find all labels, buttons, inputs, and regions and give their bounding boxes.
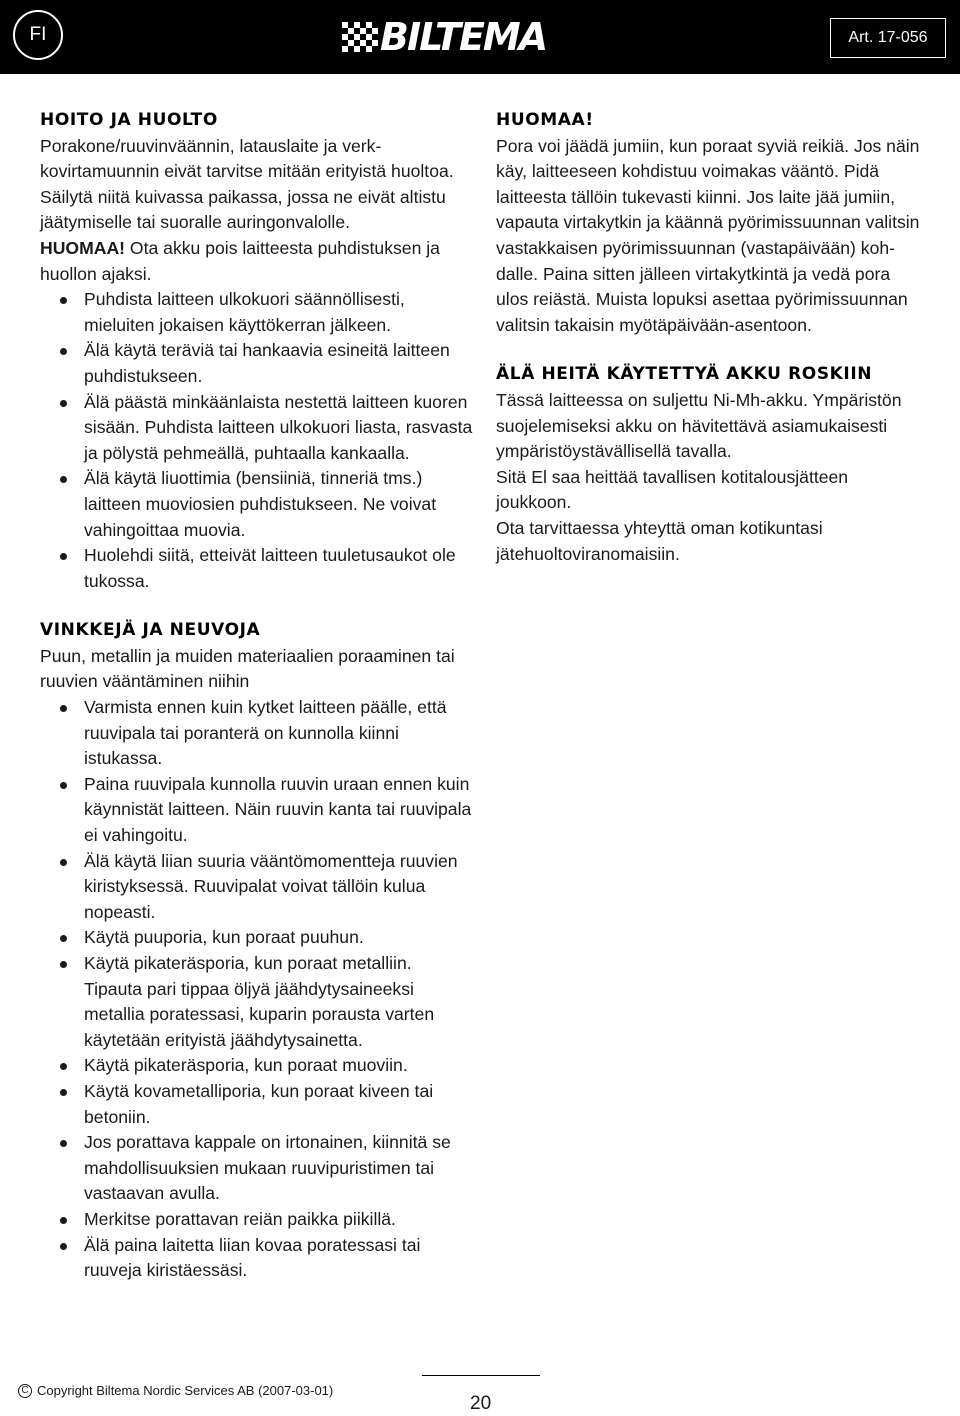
note-paragraph: Pora voi jäädä jumiin, kun poraat syviä reikiä. Jos näin käy, laitteeseen kohdistuu voimakas vääntö. Pidä laitteesta tällöin tukevasti kiinni. Jos laite jää jumiin, vapauta virtakytkin ja käännä pyörimissuunnan valitsin vastakkaisen pyörimissuunnan (vastapäivään) kohdalle. Paina sitten jälleen virtakytkintä ja vedä pora ulos reiästä. Muista lopuksi asettaa pyörimissuunnan valitsin takaisin myötäpäivään-asentoon. <box>496 135 920 335</box>
brand-name: BILTEMA <box>380 15 547 59</box>
section-heading-care: HOITO JA HUOLTO <box>40 110 218 130</box>
copyright-icon: C <box>18 1384 32 1398</box>
list-item: Käytä puuporia, kun poraat puuhun. <box>40 925 474 951</box>
left-column <box>40 108 474 1284</box>
article-number: Art. 17-056 <box>830 18 946 58</box>
checkered-flag-icon <box>342 22 378 52</box>
battery-contact: Ota tarvittaessa yhteyttä oman kotikuntasi jätehuoltoviranomaisiin. <box>496 517 823 564</box>
biltema-logo <box>342 16 622 58</box>
tips-intro: Puun, metallin ja muiden materiaalien poraaminen tai ruuvien vääntäminen niihin <box>40 645 455 692</box>
copyright-text: Copyright Biltema Nordic Services AB (2007-03-01) <box>37 1383 334 1398</box>
page-number: 20 <box>470 1393 492 1414</box>
list-item: Älä päästä minkäänlaista nestettä laitteen kuoren sisään. Puhdista laitteen ulkokuori liasta, rasvasta ja pölystä pehmeällä, puhtaalla kankaalla. <box>40 390 474 467</box>
care-note <box>40 236 474 287</box>
note-text: Ota akku pois laitteesta puhdistuksen ja huollon ajaksi. <box>40 237 440 284</box>
list-item: Jos porattava kappale on irtonainen, kiinnitä se mahdollisuuksien mukaan ruuvipuristimen tai vastaavan avulla. <box>40 1130 474 1207</box>
care-list <box>40 287 474 594</box>
footer-divider <box>422 1375 540 1376</box>
list-item: Merkitse porattavan reiän paikka piikillä. <box>40 1207 474 1233</box>
care-intro: Porakone/ruuvinväännin, latauslaite ja verkkovirtamuunnin eivät tarvitse mitään erityistä huoltoa. Säilytä niitä kuivassa paikassa, jossa ne eivät altistu jäätymiselle tai suoralle auringonvalolle. <box>40 135 454 233</box>
list-item: Huolehdi siitä, etteivät laitteen tuuletusaukot ole tukossa. <box>40 543 474 594</box>
list-item: Käytä pikateräsporia, kun poraat metalliin. Tipauta pari tippaa öljyä jäähdytysaineeksi metallia poratessasi, kuparin porausta varten käytetään erityistä jäähdytysainetta. <box>40 951 474 1053</box>
battery-paragraph: Tässä laitteessa on suljettu Ni-Mh-akku. Ympäristön suojelemiseksi akku on hävitettävä asiamukaisesti ympäristöystävällisellä tavalla. <box>496 389 902 462</box>
tips-list <box>40 695 474 1284</box>
language-badge: FI <box>13 10 63 60</box>
section-heading-battery: ÄLÄ HEITÄ KÄYTETTYÄ AKKU ROSKIIN <box>496 364 873 385</box>
section-heading-note: HUOMAA! <box>496 110 594 130</box>
list-item: Älä käytä liian suuria vääntömomentteja ruuvien kiristyksessä. Ruuvipalat voivat tällöin kulua nopeasti. <box>40 849 474 926</box>
list-item: Käytä pikateräsporia, kun poraat muoviin. <box>40 1053 474 1079</box>
list-item: Älä paina laitetta liian kovaa poratessasi tai ruuveja kiristäessäsi. <box>40 1233 474 1284</box>
list-item: Puhdista laitteen ulkokuori säännöllisesti, mieluiten jokaisen käyttökerran jälkeen. <box>40 287 474 338</box>
list-item: Varmista ennen kuin kytket laitteen päälle, että ruuvipala tai poranterä on kunnolla kiinni istukassa. <box>40 695 474 772</box>
right-column <box>496 108 926 567</box>
list-item: Älä käytä liuottimia (bensiiniä, tinneriä tms.) laitteen muoviosien puhdistukseen. Ne voivat vahingoittaa muovia. <box>40 466 474 543</box>
list-item: Älä käytä teräviä tai hankaavia esineitä laitteen puhdistukseen. <box>40 338 474 389</box>
section-heading-tips: VINKKEJÄ JA NEUVOJA <box>40 620 261 641</box>
list-item: Paina ruuvipala kunnolla ruuvin uraan ennen kuin käynnistät laitteen. Näin ruuvin kanta tai ruuvipala ei vahingoitu. <box>40 772 474 849</box>
page-header <box>0 0 960 74</box>
copyright-footer <box>18 1383 333 1398</box>
note-label: HUOMAA! <box>40 237 126 258</box>
list-item: Käytä kovametalliporia, kun poraat kiveen tai betoniin. <box>40 1079 474 1130</box>
battery-disposal: Sitä El saa heittää tavallisen kotitalousjätteen joukkoon. <box>496 466 849 513</box>
